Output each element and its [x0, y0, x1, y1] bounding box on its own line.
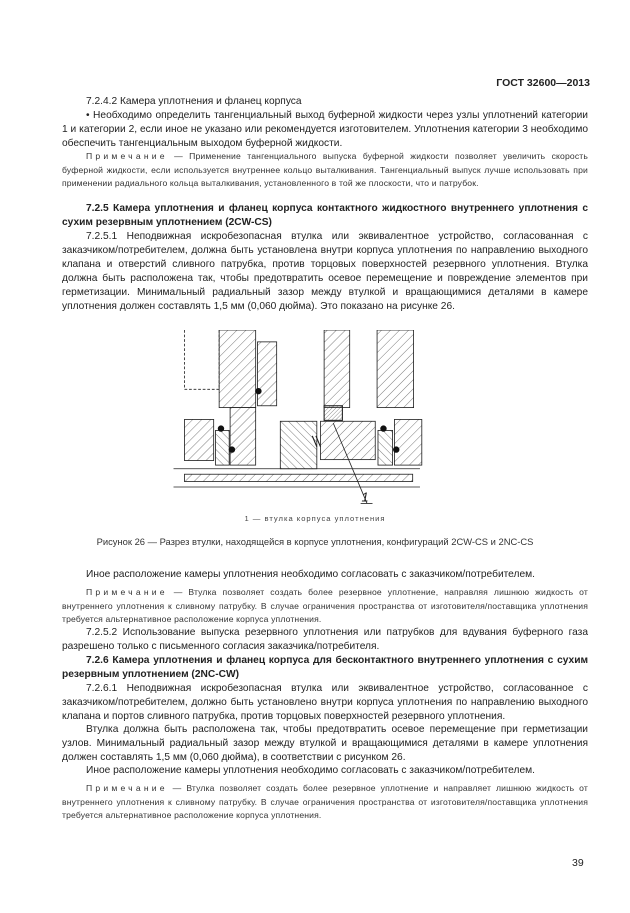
paragraph-7-2-5-2: 7.2.5.2 Использование выпуска резервного уплотнения или патрубков для вдувания буферного газа разрешено только с письменного согласия заказчика/потребителя.	[62, 627, 588, 652]
callout-label: 1	[361, 489, 369, 505]
paragraph-other-arrangement-2: Иное расположение камеры уплотнения необходимо согласовать с заказчиком/потребителем.	[86, 765, 535, 776]
note-label: Примечание	[86, 783, 168, 793]
document-header: ГОСТ 32600—2013	[496, 77, 590, 89]
paragraph-7-2-6-1: 7.2.6.1 Неподвижная искробезопасная втулка или эквивалентное устройство, согласованное с заказчиком/потребителем, должно быть установлено внутри корпуса уплотнения по направлению выходного клапана и портов сливного патрубка, против торцовых поверхностей резервного уплотнения.	[62, 683, 588, 722]
figure-caption: Рисунок 26 — Разрез втулки, находящейся в корпусе уплотнения, конфигураций 2CW-CS и 2NC-CS	[96, 536, 534, 547]
paragraph-bushing-position: Втулка должна быть расположена так, чтобы предотвратить осевое перемещение при герметизации узлов. Минимальный радиальный зазор между втулкой и вращающимися деталями в камере уплотнения должен составлять 1,5 мм (0,060 дюйма), в соответствии с рисунком 26.	[62, 724, 588, 763]
section-7-2-5-heading: 7.2.5 Камера уплотнения и фланец корпуса контактного жидкостного внутреннего уплотнения с сухим резервным уплотнением (2CW-CS)	[62, 203, 588, 228]
page-number: 39	[572, 857, 584, 869]
note-label: Примечание	[86, 151, 168, 161]
section-7-2-6-heading: 7.2.6 Камера уплотнения и фланец корпуса для бесконтактного внутреннего уплотнения с сухим резервным уплотнением (2NC-CW)	[62, 655, 588, 680]
note-7-2-6	[62, 782, 588, 823]
section-7-2-4-2-title: 7.2.4.2 Камера уплотнения и фланец корпуса	[86, 96, 302, 107]
paragraph-other-arrangement-1: Иное расположение камеры уплотнения необходимо согласовать с заказчиком/потребителем.	[86, 569, 535, 580]
note-7-2-4-2	[62, 150, 588, 191]
note-text: — Применение тангенциального выпуска буферной жидкости позволяет увеличить скорость буферной жидкости, если используется внутреннее кольцо выталкивания. Тангенциальный выпуск лучше использовать при применении радиального кольца выталкивания, установленного в той же плоскости, что и патрубок.	[62, 151, 588, 188]
note-text: — Втулка позволяет создать более резервное уплотнение, направляя лишнюю жидкость от внутреннего уплотнения к сливному патрубку. В случае ограничения пространства от изготовителя/поставщика уплотнения требуется альтернативное расположение корпуса уплотнения.	[62, 587, 588, 624]
figure-legend: 1 — втулка корпуса уплотнения	[244, 514, 386, 523]
figure-26-drawing	[160, 330, 470, 508]
paragraph-7-2-5-1: 7.2.5.1 Неподвижная искробезопасная втулка или эквивалентное устройство, согласованная с заказчиком/потребителем, должна быть установлена внутри корпуса уплотнения по направлению выходного клапана и отверстий сливного патрубка, против торцовых поверхностей резервного уплотнения. Втулка должна быть расположена так, чтобы предотвратить осевое перемещение и повреждение элементов при герметизации. Минимальный радиальный зазор между втулкой и вращающимися деталями в камере уплотнения должен составлять 1,5 мм (0,060 дюйма). Это показано на рисунке 26.	[62, 231, 588, 312]
note-text: — Втулка позволяет создать более резервное уплотнение и направляет лишнюю жидкость от внутреннего уплотнения к сливному патрубку. В случае ограничения пространства от изготовителя/поставщика уплотнения требуется альтернативное расположение корпуса уплотнения.	[62, 783, 588, 820]
note-7-2-5	[62, 586, 588, 627]
bullet-paragraph: • Необходимо определить тангенциальный выход буферной жидкости через узлы уплотнений категории 1 и категории 2, если иное не указано или рекомендуется изготовителем. Уплотнения категории 3 необходимо обеспечить тангенциальным выходом буферной жидкости.	[62, 110, 588, 149]
note-label: Примечание	[86, 587, 168, 597]
